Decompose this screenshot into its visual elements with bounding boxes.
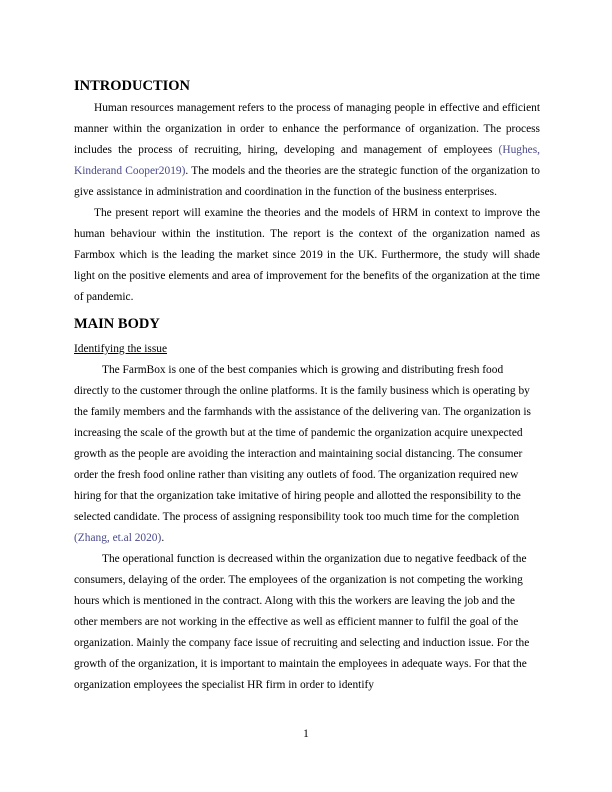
main-paragraph-2: The operational function is decreased within the organization due to negative feedback of the consumers, delaying of the order. The employees of the organization is not competing the working hours which is mentioned in the contract. Along with this the workers are leaving the job and the other members are not working in the effective as well as efficient manner to fulfil the goal of the organization. Mainly the company face issue of recruiting and selecting and induction issue. For the growth of the organization, it is important to maintain the employees in adequate ways. For that the organization employees the specialist HR firm in order to identify [74,553,530,691]
intro-paragraph-1 [74,98,540,203]
introduction-heading: INTRODUCTION [74,78,191,94]
main-p1-text-end: . [161,532,165,544]
main-paragraph-1 [74,360,540,549]
subheading-identifying-issue: Identifying the issue [74,343,168,355]
citation-zhang: (Zhang, et.al 2020) [74,532,162,544]
intro-p1-text: Human resources management refers to the process of managing people in effective and efficient manner within the organization in order to enhance the performance of organization. The process includes the process of recruiting, hiring, developing and management of employees [74,102,540,156]
intro-p1-text-end: . The models and the theories are the strategic function of the organization to give assistance in administration and coordination in the function of the business enterprises. [74,165,541,198]
page-content [74,76,540,696]
page-number: 1 [303,728,309,740]
intro-paragraph-2: The present report will examine the theories and the models of HRM in context to improve the human behaviour within the institution. The report is the context of the organization named as Farmbox which is the leading the market since 2019 in the UK. Furthermore, the study will shade light on the positive elements and area of improvement for the benefits of the organization at the time of pandemic. [74,207,540,303]
citation-hughes: (Hughes, Kinderand Cooper2019) [74,144,540,177]
main-body-heading: MAIN BODY [74,316,160,332]
main-p1-text: The FarmBox is one of the best companies which is growing and distributing fresh food directly to the customer through the online platforms. It is the family business which is operating by the family members and the farmhands with the assistance of the delivering van. The organization is increasing the scale of the growth but at the time of pandemic the organization acquire unexpected growth as the people are avoiding the interaction and maintaining social distancing. The consumer order the fresh food online rather than visiting any outlets of food. The organization required new hiring for that the organization take imitative of hiring people and allotted the responsibility to the selected candidate. The process of assigning responsibility took too much time for the completion [74,364,531,523]
